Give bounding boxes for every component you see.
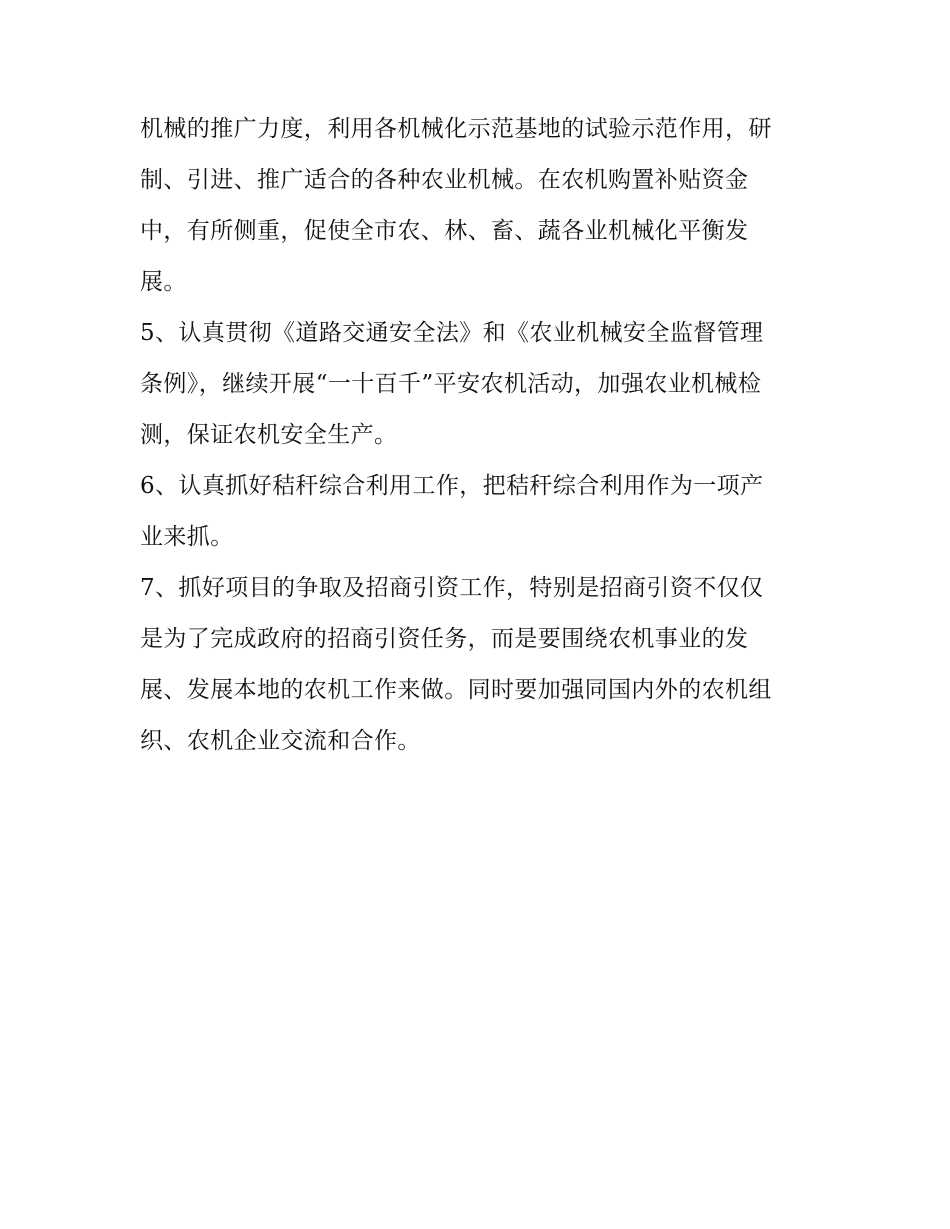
document-body: [140, 104, 820, 767]
text-line: 条例》，继续开展“一十百千”平安农机活动，加强农业机械检: [140, 371, 762, 397]
text-line: 展、发展本地的农机工作来做。同时要加强同国内外的农机组: [140, 677, 772, 703]
text-line: 展。: [140, 269, 187, 295]
text-line: 是为了完成政府的招商引资任务，而是要围绕农机事业的发: [140, 626, 749, 652]
text-line: 制、引进、推广适合的各种农业机械。在农机购置补贴资金: [140, 167, 749, 193]
text-line: 6、认真抓好秸秆综合利用工作，把秸秆综合利用作为一项产: [140, 473, 764, 499]
text-line: 中，有所侧重，促使全市农、林、畜、蔬各业机械化平衡发: [140, 218, 749, 244]
text-line: 7、抓好项目的争取及招商引资工作，特别是招商引资不仅仅: [140, 575, 764, 601]
text-line: 织、农机企业交流和合作。: [140, 728, 421, 754]
text-line: 机械的推广力度，利用各机械化示范基地的试验示范作用，研: [140, 116, 772, 142]
text-line: 5、认真贯彻《道路交通安全法》和《农业机械安全监督管理: [140, 320, 764, 346]
text-line: 业来抓。: [140, 524, 234, 550]
text-line: 测，保证农机安全生产。: [140, 422, 398, 448]
